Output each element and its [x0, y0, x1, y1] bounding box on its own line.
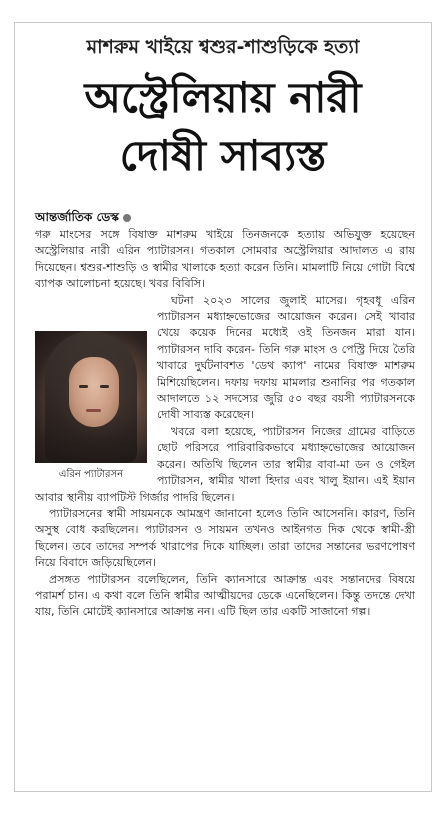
portrait-eye-left — [79, 385, 88, 388]
headline — [15, 69, 431, 185]
portrait-eye-right — [100, 385, 109, 388]
photo-block — [35, 331, 147, 483]
headline-line-2: দোষী সাব্যস্ত — [119, 131, 327, 180]
photo-caption: এরিন প্যাটারসন — [58, 468, 124, 480]
byline-desk — [35, 209, 131, 229]
paragraph-3: খবরে বলা হয়েছে, প্যাটারসন নিজের গ্রামের বাড়িতে ছোট পরিসরে পারিবারিকভাবে মধ্যাহ্নভোজের আয়োজন করেন। অতিথি ছিলেন তার স্বামীর বাবা-মা ডন ও গেইল প্যাটারসন, স্বামীর খালা হিদার এবং খালু ইয়ান। এই ইয়ান আবার স্থানীয় ব্যাপটিস্ট গির্জার পাদরি ছিলেন। — [35, 424, 415, 504]
headline-line-1: অস্ট্রেলিয়ায় নারী — [84, 73, 362, 122]
subheadline: মাশরুম খাইয়ে শ্বশুর-শাশুড়িকে হত্যা — [86, 36, 360, 58]
portrait-mouth — [86, 409, 101, 412]
paragraph-2: ঘটনা ২০২৩ সালের জুলাই মাসের। গৃহবধূ এরিন প্যাটারসন মধ্যাহ্নভোজের আয়োজন করেন। সেই খাবার খেয়ে কয়েক দিনের মধ্যেই ওই তিনজন মারা যান। প্যাটারসন দাবি করেন- তিনি গরু মাংস ও পেস্ট্রি দিয়ে তৈরি খাবারে দুর্ঘটনাবশত 'ডেথ ক্যাপ' নামের বিষাক্ত মাশরুম মিশিয়েছিলেন। দফায় দফায় মামলার শুনানির পর গতকাল আদালতে ১২ সদস্যের জুরি ৫০ বছর বয়সী প্যাটারসনকে দোষী সাব্যস্ত করেছেন। — [157, 293, 415, 422]
paragraph-5: প্রসঙ্গত প্যাটারসন বলেছিলেন, তিনি ক্যানসারে আক্রান্ত এবং সন্তানদের বিষয়ে পরামর্শ চান। এ কথা বলে তিনি স্বামীর আত্মীয়দের ডেকে এনেছিলেন। কিন্তু তদন্তে দেখা যায়, তিনি মোটেই ক্যানসারে আক্রান্ত নন। এটি ছিল তার একটি সাজানো গল্প। — [35, 572, 415, 619]
paragraph-1: গরু মাংসের সঙ্গে বিষাক্ত মাশরুম খাইয়ে তিনজনকে হত্যায় অভিযুক্ত হয়েছেন অস্ট্রেলিয়ার নারী এরিন প্যাটারসন। গতকাল সোমবার অস্ট্রেলিয়ার আদালত এ রায় দিয়েছেন। শ্বশুর-শাশুড়ি ও স্বামীর খালাকে হত্যা করেন তিনি। মামলাটি নিয়ে গোটা বিশ্বে ব্যাপক আলোচনা হয়েছে। খবর বিবিসি। — [35, 228, 415, 291]
desk-label: আন্তর্জাতিক ডেস্ক — [35, 210, 119, 224]
portrait-photo — [35, 331, 147, 463]
newspaper-clipping — [14, 22, 432, 792]
paragraph-4: প্যাটারসনের স্বামী সায়মনকে আমন্ত্রণ জানানো হলেও তিনি আসেননি। কারণ, তিনি অসুস্থ বোধ করছিলেন। প্যাটারসন ও সায়মন তখনও আইনগত দিক থেকে স্বামী-স্ত্রী ছিলেন। তবে তাদের সম্পর্ক খারাপের দিকে যাচ্ছিল। তারা তাদের সন্তানের ভরণপোষণ নিয়ে বিবাদে জড়িয়েছিলেন। — [35, 506, 415, 570]
bullet-dot-icon — [123, 214, 131, 222]
portrait-face — [69, 357, 119, 427]
article-body — [35, 227, 415, 621]
